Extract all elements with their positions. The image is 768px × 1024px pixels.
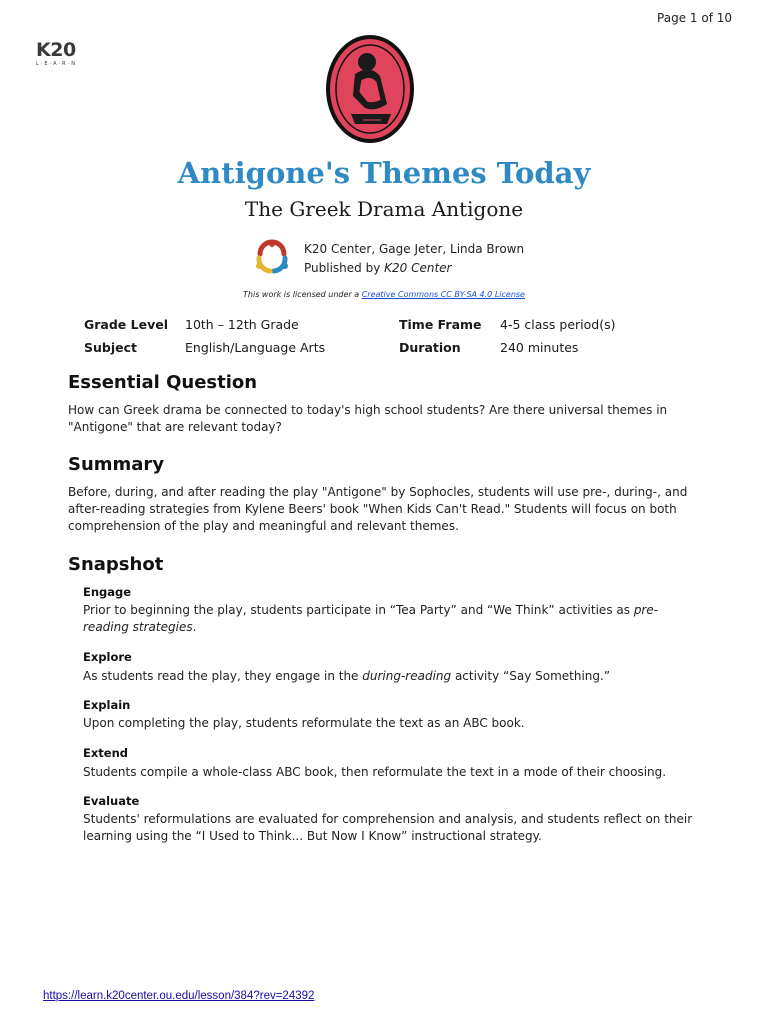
explore-label: Explore — [83, 650, 132, 664]
subject-label: Subject — [84, 340, 137, 355]
meta-labels-right — [399, 313, 482, 359]
explain-label: Explain — [83, 698, 131, 712]
essential-question-heading: Essential Question — [68, 372, 258, 393]
meta-values-right — [500, 313, 615, 359]
essential-question-text: How can Greek drama be connected to today's high school students? Are there universal themes in "Antigone" that are relevant today? — [68, 403, 668, 434]
k20-center-icon — [252, 238, 292, 276]
snapshot-heading: Snapshot — [68, 554, 164, 575]
evaluate-text: Students' reformulations are evaluated for comprehension and analysis, and students reflect on their learning using the “I Used to Think... But Now I Know” instructional strategy. — [83, 812, 693, 843]
grade-level-value: 10th – 12th Grade — [185, 317, 299, 332]
evaluate-label: Evaluate — [83, 794, 140, 808]
explore-text-a: As students read the play, they engage in the — [83, 669, 363, 683]
logo-tagline: L·E·A·R·N — [36, 61, 77, 67]
explore-text-b: activity “Say Something.” — [451, 669, 611, 683]
logo-brand: K20 — [36, 39, 76, 61]
license-link[interactable]: Creative Commons CC BY-SA 4.0 License — [361, 290, 525, 299]
lesson-subtitle: The Greek Drama Antigone — [244, 197, 524, 221]
authors-block — [304, 240, 524, 278]
license-notice — [0, 290, 768, 299]
grade-level-label: Grade Level — [84, 317, 168, 332]
greek-medallion-image — [325, 34, 415, 144]
engage-text-a: Prior to beginning the play, students participate in “Tea Party” and “We Think” activities as — [83, 603, 634, 617]
authors-names: K20 Center, Gage Jeter, Linda Brown — [304, 242, 525, 256]
duration-value: 240 minutes — [500, 340, 579, 355]
engage-text-b: . — [192, 620, 197, 634]
meta-labels-left — [84, 313, 168, 359]
publisher-name: K20 Center — [384, 261, 452, 275]
engage-text — [83, 602, 693, 636]
published-prefix: Published by — [304, 261, 385, 275]
summary-heading: Summary — [68, 454, 165, 475]
license-prefix: This work is licensed under a — [243, 290, 362, 299]
subject-value: English/Language Arts — [185, 340, 326, 355]
explore-text-em: during-reading — [362, 669, 452, 683]
publisher-line — [304, 259, 524, 278]
extend-text: Students compile a whole-class ABC book, then reformulate the text in a mode of their choosing. — [83, 765, 667, 779]
footer-url-link[interactable]: https://learn.k20center.ou.edu/lesson/384?rev=24392 — [43, 990, 315, 1002]
meta-values-left — [185, 313, 325, 359]
engage-label: Engage — [83, 585, 132, 599]
k20-learn-logo — [36, 40, 80, 67]
summary-text: Before, during, and after reading the play "Antigone" by Sophocles, students will use pre-, during-, and after-reading strategies from Kylene Beers' book "When Kids Can't Read." Students will focus on both comprehension of the play and meaningful and relevant themes. — [68, 485, 688, 533]
page-indicator: Page 1 of 10 — [657, 11, 732, 25]
time-frame-label: Time Frame — [399, 317, 482, 332]
time-frame-value: 4-5 class period(s) — [500, 317, 616, 332]
explore-text — [83, 668, 693, 685]
lesson-title: Antigone's Themes Today — [177, 156, 591, 190]
extend-label: Extend — [83, 746, 128, 760]
explain-text: Upon completing the play, students reformulate the text as an ABC book. — [83, 716, 525, 730]
duration-label: Duration — [399, 340, 461, 355]
engage-text-em: pre-reading strategies — [83, 603, 659, 634]
